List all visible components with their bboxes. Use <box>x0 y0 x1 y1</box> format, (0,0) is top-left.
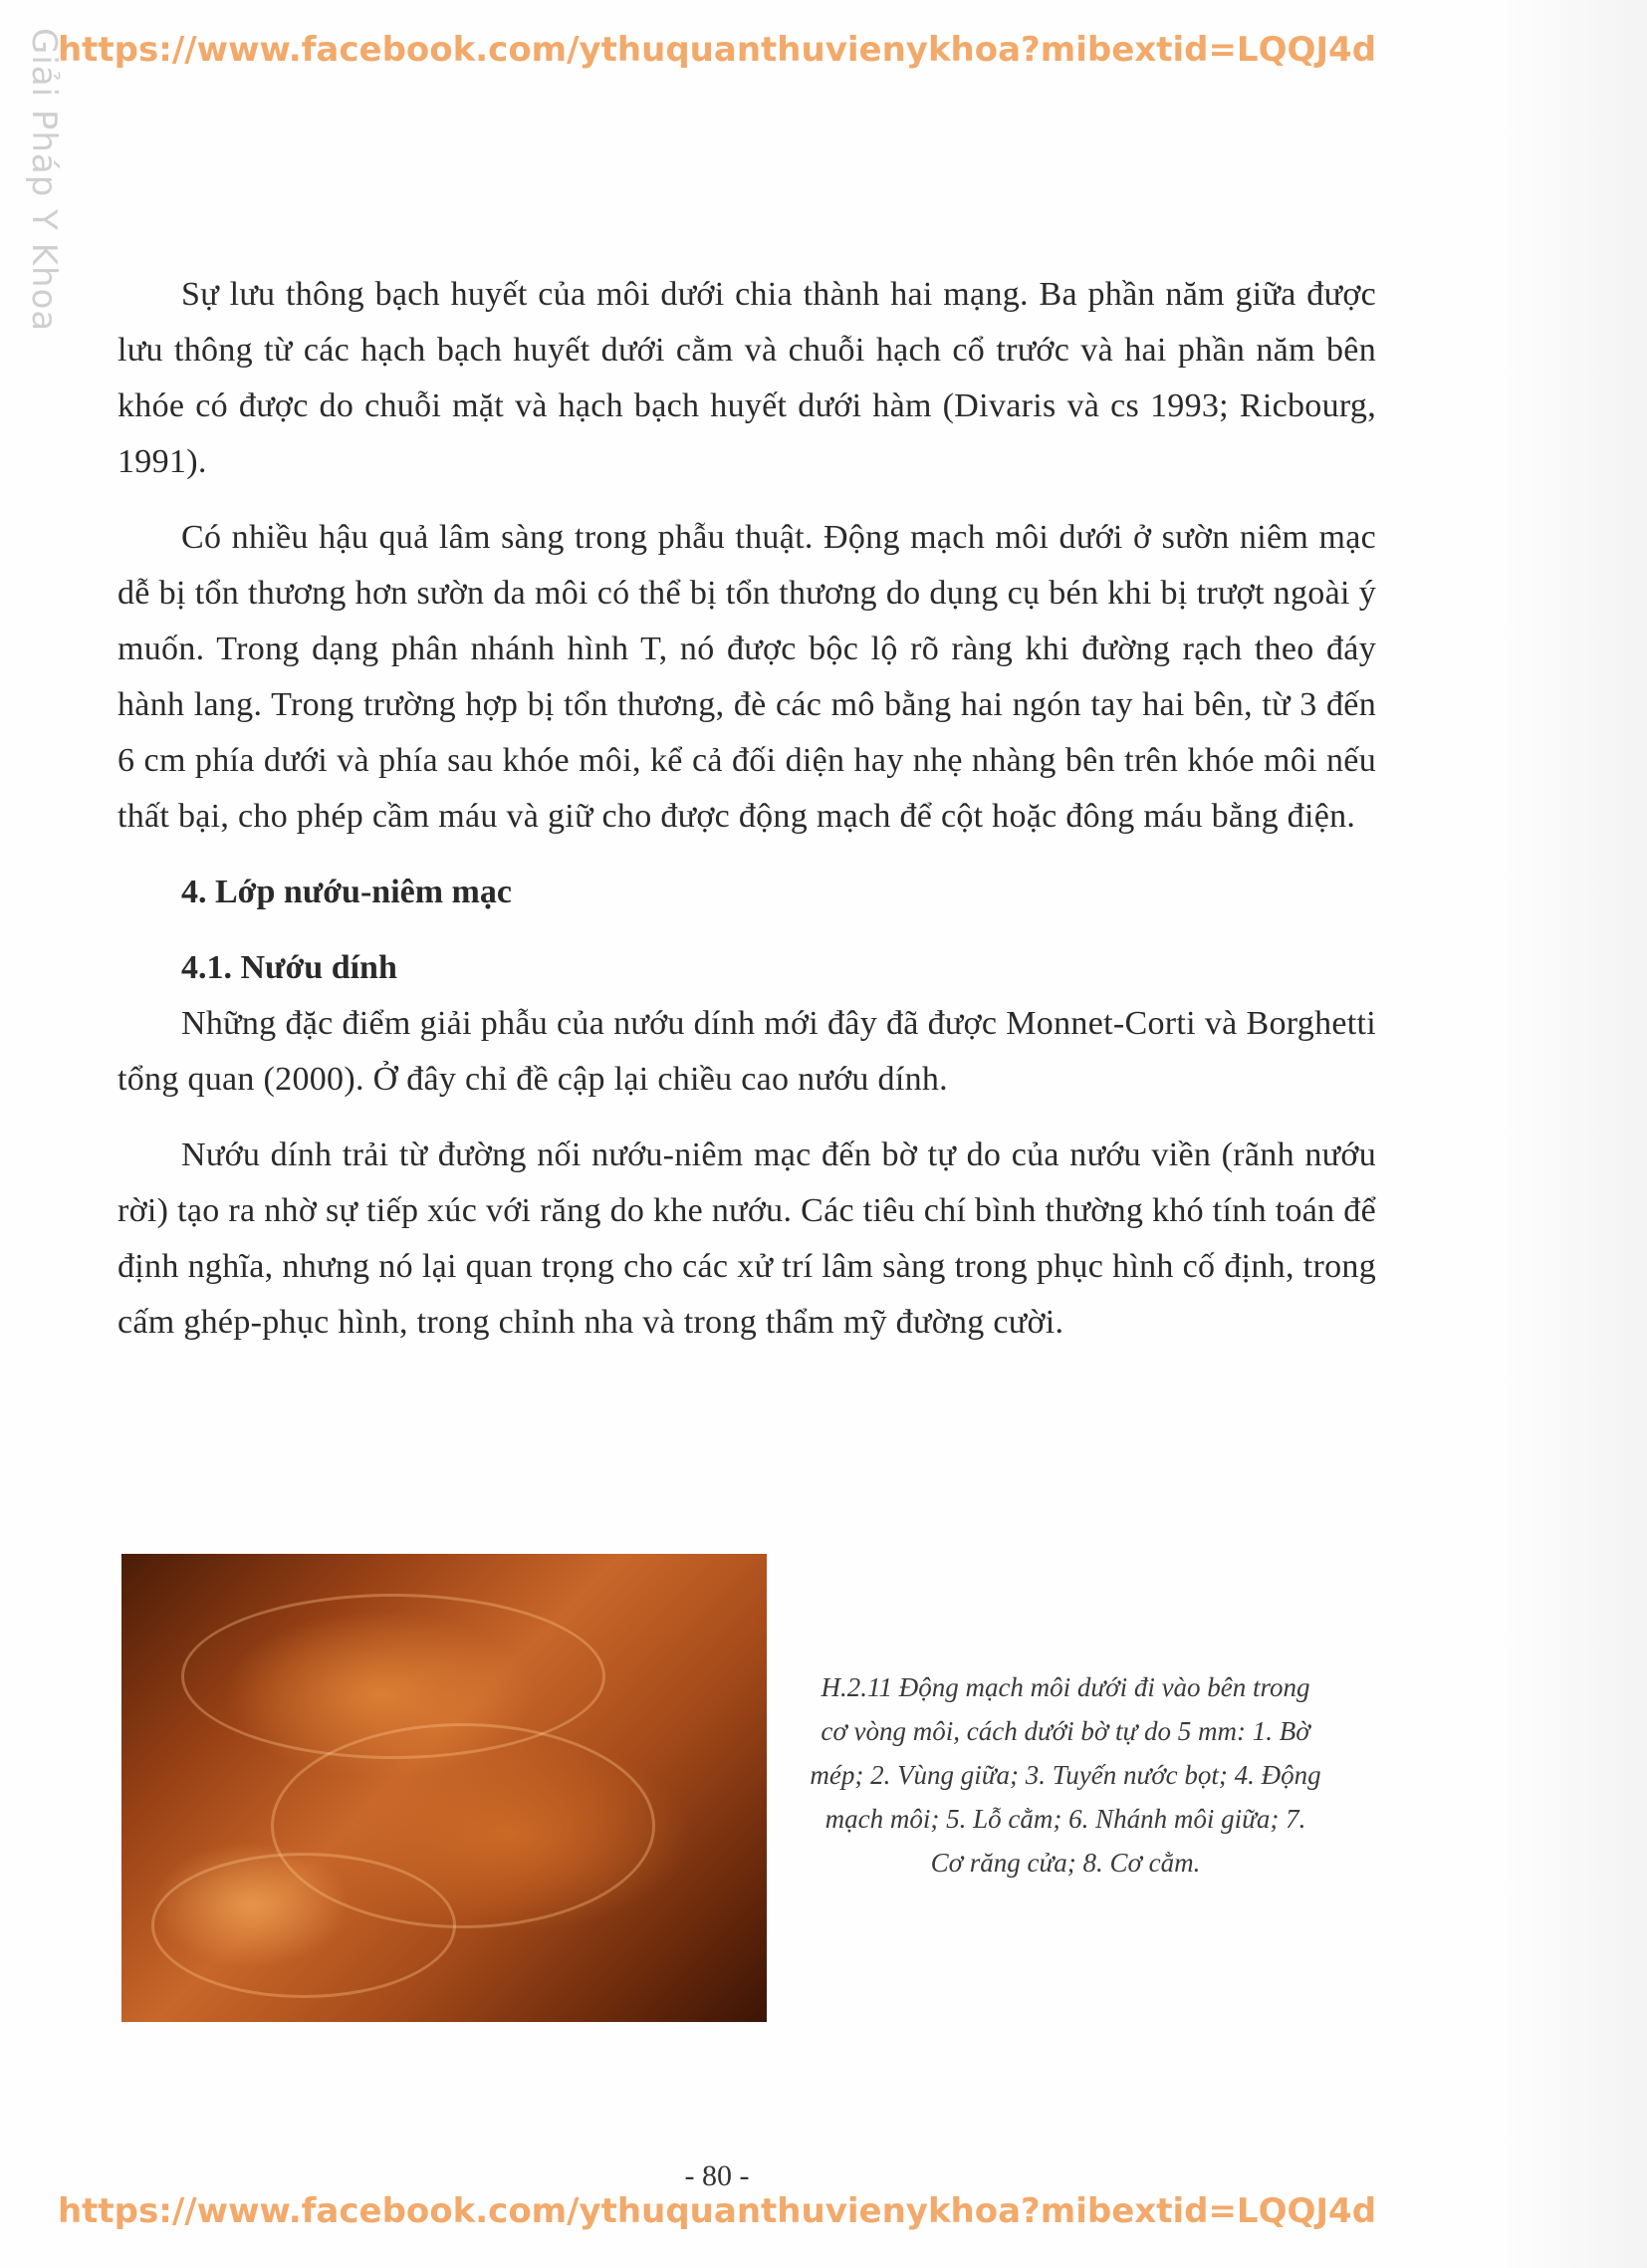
paragraph-lymph-drainage: Sự lưu thông bạch huyết của môi dưới chia thành hai mạng. Ba phần năm giữa được lưu thông từ các hạch bạch huyết dưới cằm và chuỗi hạch cổ trước và hai phần năm bên khóe có được do chuỗi mặt và hạch bạch huyết dưới hàm (Divaris và cs 1993; Ricbourg, 1991). <box>118 276 1376 480</box>
paragraph-surgical-consequences: Có nhiều hậu quả lâm sàng trong phẫu thuật. Động mạch môi dưới ở sườn niêm mạc dễ bị tổn thương hơn sườn da môi có thể bị tổn thương do dụng cụ bén khi bị trượt ngoài ý muốn. Trong dạng phân nhánh hình T, nó được bộc lộ rõ ràng khi đường rạch theo đáy hành lang. Trong trường hợp bị tổn thương, đè các mô bằng hai ngón tay hai bên, từ 3 đến 6 cm phía dưới và phía sau khóe môi, kể cả đối diện hay nhẹ nhàng bên trên khóe môi nếu thất bại, cho phép cầm máu và giữ cho được động mạch để cột hoặc đông máu bằng điện. <box>118 519 1376 835</box>
section-heading: 4. Lớp nướu-niêm mạc <box>181 874 512 910</box>
paragraph-attached-gingiva-intro: Những đặc điểm giải phẫu của nướu dính mới đây đã được Monnet-Corti và Borghetti tổng quan (2000). Ở đây chỉ đề cập lại chiều cao nướu dính. <box>118 1005 1376 1098</box>
side-watermark: Giải Pháp Y Khoa <box>24 28 64 333</box>
figure-caption: H.2.11 Động mạch môi dưới đi vào bên trong cơ vòng môi, cách dưới bờ tự do 5 mm: 1. Bờ mép; 2. Vùng giữa; 3. Tuyến nước bọt; 4. Động mạch môi; 5. Lỗ cằm; 6. Nhánh môi giữa; 7. Cơ răng cửa; 8. Cơ cằm. <box>810 1672 1321 1878</box>
anatomy-photo <box>121 1554 767 2022</box>
page-number: - 80 - <box>684 2159 750 2192</box>
watermark-link-top[interactable]: https://www.facebook.com/ythuquanthuvienykhoa?mibextid=LQQJ4d <box>57 30 1377 70</box>
paragraph-attached-gingiva-detail: Nướu dính trải từ đường nối nướu-niêm mạc đến bờ tự do của nướu viền (rãnh nướu rời) tạo ra nhờ sự tiếp xúc với răng do khe nướu. Các tiêu chí bình thường khó tính toán để định nghĩa, nhưng nó lại quan trọng cho các xử trí lâm sàng trong phục hình cố định, trong cấm ghép-phục hình, trong chỉnh nha và trong thẩm mỹ đường cười. <box>118 1136 1376 1341</box>
watermark-link-bottom[interactable]: https://www.facebook.com/ythuquanthuvienykhoa?mibextid=LQQJ4d <box>57 2191 1377 2231</box>
tissue-fold <box>151 1853 456 1998</box>
page-edge-shadow <box>1498 0 1647 2268</box>
subsection-heading: 4.1. Nướu dính <box>181 949 397 986</box>
page-body <box>118 267 1376 1351</box>
